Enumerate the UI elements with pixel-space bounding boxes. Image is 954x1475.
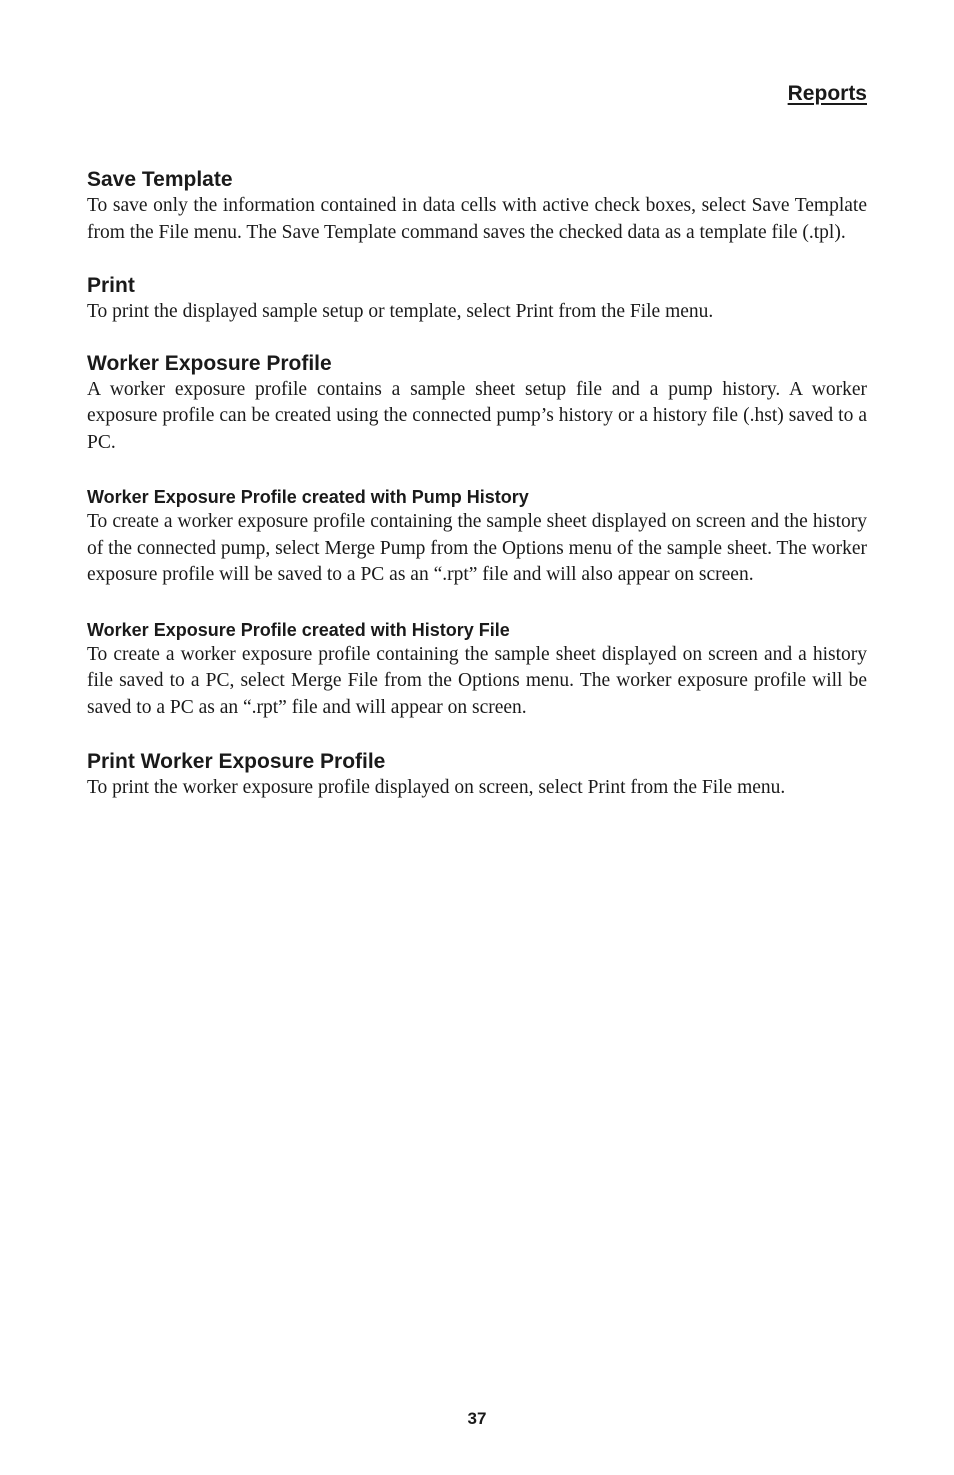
page-number: 37 xyxy=(467,1409,487,1428)
section-heading: Print Worker Exposure Profile xyxy=(87,750,386,773)
section-paragraph: To print the worker exposure profile displayed on screen, select Print from the File menu. xyxy=(87,777,786,798)
section-heading: Print xyxy=(87,274,135,297)
section-paragraph: To create a worker exposure profile containing the sample sheet displayed on screen and the history of the connected pump, select Merge Pump from the Options menu of the sample sheet. The worker exposure profile will be saved to a PC as an “.rpt” file and will also appear on screen. xyxy=(87,511,867,585)
section-paragraph: To print the displayed sample setup or template, select Print from the File menu. xyxy=(87,301,714,322)
subsection-heading: Worker Exposure Profile created with History File xyxy=(87,619,510,640)
section-print-worker-exposure-profile xyxy=(87,749,867,802)
section-heading: Save Template xyxy=(87,168,233,191)
section-print xyxy=(87,273,867,326)
subsection-heading: Worker Exposure Profile created with Pump History xyxy=(87,487,529,507)
section-save-template xyxy=(87,167,867,246)
section-paragraph: To create a worker exposure profile containing the sample sheet displayed on screen and a history file saved to a PC, select Merge File from the Options menu. The worker exposure profile will be saved to a PC as an “.rpt” file and will appear on screen. xyxy=(87,643,867,718)
document-page xyxy=(87,0,867,1475)
running-header: Reports xyxy=(787,82,867,105)
subsection-history-file xyxy=(87,618,867,722)
subsection-pump-history xyxy=(87,485,867,589)
section-paragraph: A worker exposure profile contains a sample sheet setup file and a pump history. A worker exposure profile can be created using the connected pump’s history or a history file (.hst) saved to a PC. xyxy=(87,378,867,453)
section-heading: Worker Exposure Profile xyxy=(87,351,332,375)
section-worker-exposure-profile xyxy=(87,351,867,457)
section-paragraph: To save only the information contained in data cells with active check boxes, select Save Template from the File menu. The Save Template command saves the checked data as a template file (.tpl). xyxy=(87,195,867,243)
page-content xyxy=(87,167,867,802)
